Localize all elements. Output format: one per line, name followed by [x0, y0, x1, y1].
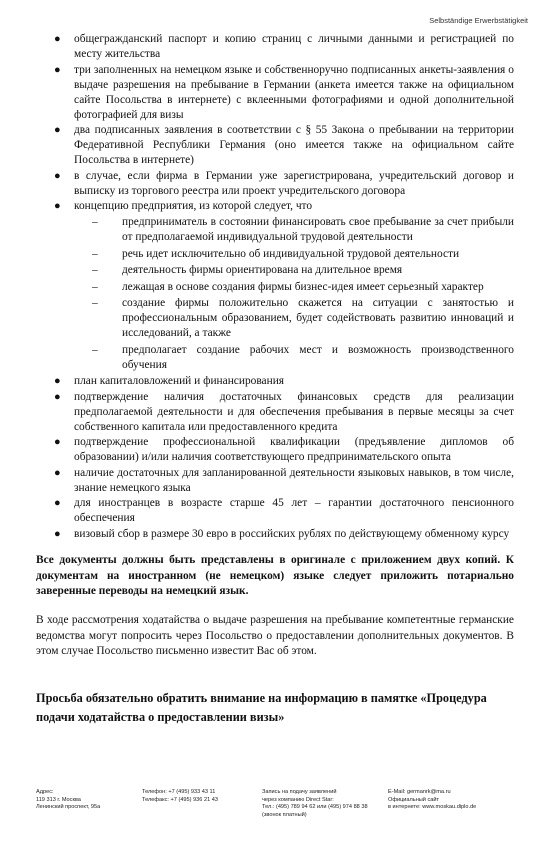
dash-icon: – [92, 297, 98, 309]
footer-appointment: Запись на подачу заявлений через компанию Direct Star: Тел.: (495) 789 94 62 или (495) 974 88 38 (звонок платный) [262, 789, 368, 818]
bullet-icon: ● [54, 169, 61, 182]
footer-address: Адрес: 119 313 г. Москва Ленинский проспект, 95а [36, 789, 101, 811]
list-item: ● общегражданский паспорт и копию страниц с личными данными и регистрацией по месту жительства [54, 33, 514, 60]
originals-copies-note: Все документы должны быть представлены в оригинале с приложением двух копий. К документам на иностранном (не немецком) языке следует приложить потариально заверенные переводы на немецкий язык. [36, 554, 514, 597]
footer-phone: Телефон: +7 (495) 933 43 11 Телефакс: +7 (495) 936 21 43 [142, 789, 218, 803]
sub-list-item: – создание фирмы положительно скажется на ситуации с занятостью и профессиональным образованием, будет содействовать развитию инноваций и исследований, а также [92, 297, 514, 339]
bullet-icon: ● [54, 497, 61, 509]
list-item: ● для иностранцев в возрасте старше 45 лет – гарантии достаточного пенсионного обеспечения [54, 497, 514, 524]
list-item: ● подтверждение профессиональной квалификации (предъявление дипломов об образовании) и/или наличия соответствующего предпринимательского опыта [54, 436, 514, 463]
bullet-icon: ● [54, 390, 61, 403]
footer-website-link[interactable]: в интернете: www.moskau.diplo.de [388, 804, 477, 811]
list-item: ● план капиталовложений и финансирования [54, 375, 285, 387]
bullet-icon: ● [54, 200, 61, 212]
memo-notice: Просьба обязательно обратить внимание на информацию в памятке «Процедура подачи ходатайства о предоставлении визы» [36, 691, 487, 724]
bullet-icon: ● [54, 436, 61, 448]
dash-icon: – [92, 280, 98, 293]
dash-icon: – [92, 343, 98, 356]
sub-list-item: – предполагает создание рабочих мест и возможность производственного обучения [92, 343, 514, 371]
footer-contact: E-Mail: germanrk@ma.ru Официальный сайт в интернете: www.moskau.diplo.de [388, 789, 477, 811]
list-item: ● наличие достаточных для запланированной деятельности языковых навыков, в том числе, знание немецкого языка [54, 466, 514, 494]
dash-icon: – [92, 264, 98, 276]
requirements-content [36, 32, 514, 542]
concept-sublist [74, 215, 514, 373]
list-item: ● визовый сбор в размере 30 евро в российских рублях по действующему обменному курсу [54, 527, 510, 540]
list-item: ● два подписанных заявления в соответствии с § 55 Закона о пребывании на территории Федеративной Республики Германия (оно имеется также на официальном сайте Посольства в интернете) [54, 124, 514, 166]
sub-list-item: – речь идет исключительно об индивидуальной трудовой деятельности [92, 247, 460, 260]
sub-list-item: – предприниматель в состоянии финансировать свое пребывание за счет прибыли от предполагаемой индивидуальной трудовой деятельности [92, 216, 514, 243]
list-item: ● в случае, если фирма в Германии уже зарегистрирована, учредительский договор и выписку из торгового реестра или проект учредительского договора [54, 169, 514, 197]
list-item: ● концепцию предприятия, из которой следует, что – предприниматель в состоянии финансировать свое пребывание за счет прибыли от предполагаемой индивидуальной трудовой деятельности – речь идет исключительно об индивидуальной трудовой деятельности – деятельность фирмы ориентирована на длительное время – лежащая в основе создания фирмы бизнес-идея имеет серьезный характер – создание фирмы положительно скажется на ситуации с занятостью и профессиональным образованием, будет содействовать развитию инноваций и исследований, а также – предполагает создание рабочих мест и возможность производственного обучения [54, 200, 514, 371]
bullet-icon: ● [54, 33, 61, 45]
sub-list-item: – деятельность фирмы ориентирована на длительное время [92, 264, 403, 276]
requirements-list [36, 32, 514, 542]
sub-list-item: – лежащая в основе создания фирмы бизнес-идея имеет серьезный характер [92, 280, 484, 293]
list-item: ● три заполненных на немецком языке и собственноручно подписанных анкеты-заявления о выдаче разрешения на пребывание в Германии (анкета имеется также на официальном сайте Посольства в интернете) с вклеенными фотографиями и одной дополнительной фотографией для визы [54, 63, 514, 121]
dash-icon: – [92, 216, 98, 228]
additional-documents-note: В ходе рассмотрения ходатайства о выдаче разрешения на пребывание компетентные германские ведомства могут попросить через Посольство о предоставлении дополнительных документов. В этом случае Посольство письменно известит Вас об этом. [36, 614, 514, 657]
bullet-icon: ● [54, 466, 61, 479]
header-section-label: Selbständige Erwerbstätigkeit [429, 16, 528, 25]
list-item: ● подтверждение наличия достаточных финансовых средств для реализации предполагаемой деятельности и для обеспечения пребывания в первые месяцы за счет собственного капитала или предоставленного кредита [54, 390, 514, 433]
dash-icon: – [92, 247, 98, 260]
bullet-icon: ● [54, 63, 61, 76]
bullet-icon: ● [54, 527, 61, 540]
bullet-icon: ● [54, 124, 61, 136]
bullet-icon: ● [54, 375, 61, 387]
